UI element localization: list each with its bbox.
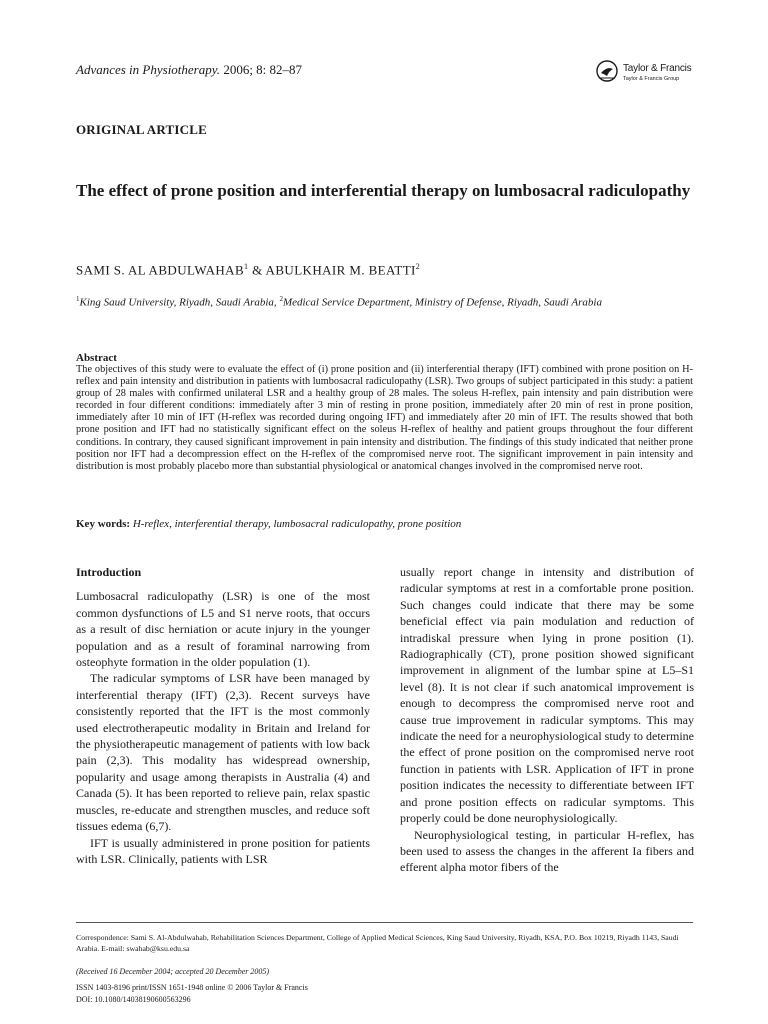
publisher-group: Taylor & Francis Group xyxy=(623,76,680,82)
footnote-divider xyxy=(76,922,693,923)
journal-citation xyxy=(76,62,302,78)
correspondence-note: Correspondence: Sami S. Al-Abdulwahab, Rehabilitation Sciences Department, College of Applied Medical Sciences, King Saud University, Riyadh, KSA, P.O. Box 10219, Riyadh 1143, Saudi Arabia. E-mail: swahab@ksu.edu.sa xyxy=(76,933,679,953)
received-dates: (Received 16 December 2004; accepted 20 December 2005) xyxy=(76,967,270,976)
affiliation-mark: 1 xyxy=(76,295,80,303)
keywords xyxy=(76,518,461,530)
affiliation-list xyxy=(76,295,602,309)
journal-volume-pages: 2006; 8: 82–87 xyxy=(220,62,303,77)
paragraph: Lumbosacral radiculopathy (LSR) is one of the most common dysfunctions of L5 and S1 nerve roots, that occurs as a result of disc herniation or acute injury in the younger population and as a result of foraminal narrowing from osteophyte formation in the older population (1). xyxy=(76,589,370,670)
affiliation: King Saud University, Riyadh, Saudi Arabia, xyxy=(79,296,280,309)
author-name: ABULKHAIR M. BEATTI xyxy=(265,262,416,278)
author-name: SAMI S. AL ABDULWAHAB xyxy=(76,262,245,278)
paragraph: IFT is usually administered in prone position for patients with LSR. Clinically, patients with LSR xyxy=(76,835,370,866)
paragraph: Neurophysiological testing, in particular H-reflex, has been used to assess the changes in the afferent Ia fibers and efferent alpha motor fibers of the xyxy=(400,827,694,875)
author-list xyxy=(76,262,420,278)
keywords-label: Key words: xyxy=(76,518,131,530)
affiliation-mark: 2 xyxy=(415,262,421,271)
body-column-left xyxy=(76,564,370,867)
body-column-right xyxy=(400,564,694,876)
affiliation-mark: 2 xyxy=(279,295,283,303)
publisher-logo xyxy=(595,58,705,88)
doi-line: DOI: 10.1080/14038190600563296 xyxy=(76,995,191,1004)
issn-line: ISSN 1403-8196 print/ISSN 1651-1948 online © 2006 Taylor & Francis xyxy=(76,983,308,992)
publisher-emblem-icon xyxy=(595,58,619,86)
affiliation-mark: 1 xyxy=(244,262,249,271)
section-heading: Introduction xyxy=(76,565,142,579)
abstract-body: The objectives of this study were to evaluate the effect of (i) prone position and (ii) interferential therapy (IFT) combined with prone position on H-reflex and pain intensity and distribution in patients with lumbosacral radiculopathy (LSR). Two groups of subject participated in this study: a patient group of 28 males with confirmed unilateral LSR and a healthy group of 28 males. The soleus H-reflex, pain intensity and pain distribution were recorded in four different conditions: immediately after 3 min of resting in prone position, immediately after 20 min of rest in prone position, immediately after 10 min of IFT (H-reflex was recorded during ongoing IFT) and immediately after 20 min of IFT. The results showed that both prone position and IFT had no statistically significant effect on the soleus H-reflex of healthy and patient groups throughout the four different conditions. In contrary, they caused significant improvement in pain intensity and distribution. The findings of this study indicated that neither prone position nor IFT had a decompression effect on the H-reflex of the compromised nerve root. The significant improvement in pain intensity and distribution is most probably placebo more than substantial physiological or anatomical changes involved in the compromised nerve root. xyxy=(76,364,693,472)
article-type: ORIGINAL ARTICLE xyxy=(76,122,207,137)
author-separator: & xyxy=(248,262,266,278)
paragraph: usually report change in intensity and distribution of radicular symptoms at rest in a comfortable prone position. Such changes could indicate that there may be some beneficial effect via pain modulation and reduction of intradiskal pressure when lying in prone position (1). Radiographically (CT), prone position showed significant improvement in alignment of the lumbar spine at L5–S1 level (8). It is not clear if such anatomical improvement is enough to decompress the compromised nerve root and cause true improvement in radicular symptoms. This may indicate the need for a neurophysiological study to determine the effect of prone position on the compromised nerve root function in patients with LSR. Application of IFT in prone position indicates the necessity to differentiate between IFT and prone position effects on radicular symptoms. This properly could be done neurophysiologically. xyxy=(400,565,694,826)
affiliation: Medical Service Department, Ministry of Defense, Riyadh, Saudi Arabia xyxy=(282,296,602,309)
journal-name: Advances in Physiotherapy. xyxy=(76,62,221,77)
article-title: The effect of prone position and interferential therapy on lumbosacral radiculopathy xyxy=(76,181,691,200)
keywords-list: H-reflex, interferential therapy, lumbosacral radiculopathy, prone position xyxy=(130,518,462,530)
paragraph: The radicular symptoms of LSR have been managed by interferential therapy (IFT) (2,3). Recent surveys have consistently reported that the IFT is the most commonly used electrotherapeutic modality in Britain and Ireland for the physiotherapeutic management of patients with low back pain (2,3). This modality has widespread ownership, popularity and usage among therapists in Australia (4) and Canada (5). It has been reported to relieve pain, relax spastic muscles, re-educate and strengthen muscles, and reduce soft tissues edema (6,7). xyxy=(76,671,370,834)
abstract-heading: Abstract xyxy=(76,352,117,364)
publisher-name: Taylor & Francis xyxy=(623,63,692,74)
